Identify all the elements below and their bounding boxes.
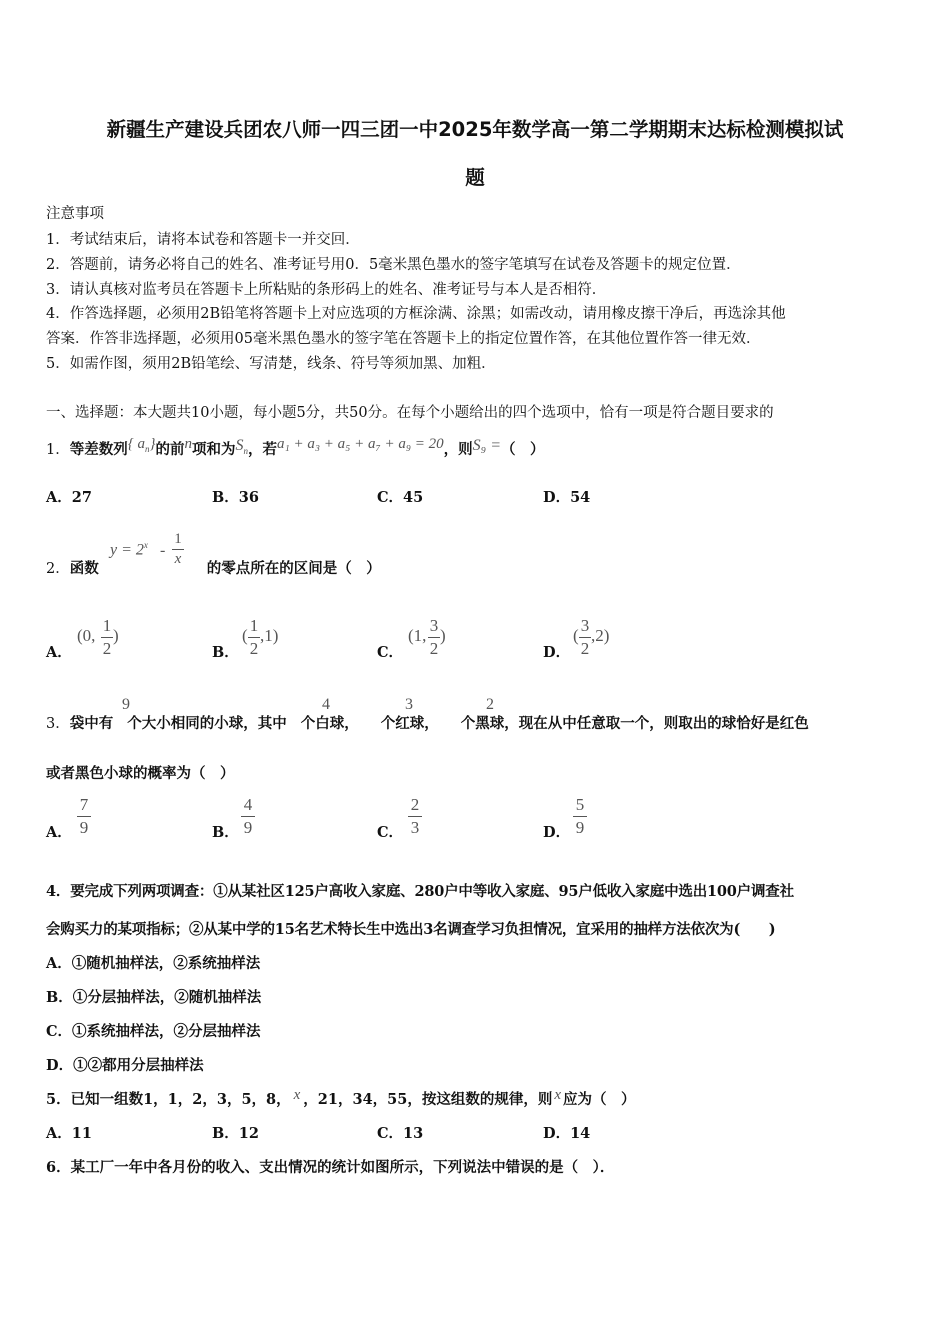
notice-item: 1．考试结束后，请将本试卷和答题卡一并交回． (46, 232, 360, 248)
exam-title-continued: 题 (465, 166, 485, 189)
question-5: 5．已知一组数1，1，2，3，5，8， x ，21，34，55，按这组数的规律，则 x 应为（ ） (46, 1087, 636, 1108)
fraction-c: 2 3 (408, 795, 422, 838)
option-d: D．54 (543, 489, 591, 506)
question-3: 3．袋中有 个大小相同的小球，其中 个白球， 个红球， 个黑球，现在从中任意取一个，则取出的球恰好是红色 (46, 715, 809, 732)
fraction-d: 5 9 (573, 795, 587, 838)
question-number: 1． (46, 442, 70, 458)
option-b: B． (212, 644, 239, 661)
question-4-continued: 会购买力的某项指标；②从某中学的15名艺术特长生中选出3名调查学习负担情况，宜采用的抽样方法依次为( ) (46, 921, 776, 938)
function-expression: $y = 2^x$ (110, 540, 148, 559)
question-1: 1．等差数列{ $a_n$}的前n项和为$S_n$，若a₁ + a₃ + a₅ + a₇ + a₉ = 20，则S₉ =（ ） (46, 436, 545, 458)
option-c: C．45 (377, 489, 424, 506)
option-b: B． (212, 824, 239, 841)
option-b: B．①分层抽样法，②随机抽样法 (46, 989, 262, 1006)
question-4: 4．要完成下列两项调查：①从某社区125户高收入家庭、280户中等收入家庭、95户低收入家庭中选出100户调查社 (46, 883, 794, 900)
notice-item: 3．请认真核对监考员在答题卡上所粘贴的条形码上的姓名、准考证号与本人是否相符． (46, 282, 607, 298)
notice-item: 2．答题前，请务必将自己的姓名、准考证号用0．5毫米黑色墨水的签字笔填写在试卷及答题卡的规定位置． (46, 257, 741, 273)
exam-page: 新疆生产建设兵团农八师一四三团一中2025年数学高一第二学期期末达标检测模拟试 题 注意事项 1．考试结束后，请将本试卷和答题卡一并交回． 2．答题前，请务必将自己的姓名、准考证号用0．5毫米黑色墨水的签字笔填写在试卷及答题卡的规定位置． 3．请认真核对监考员在答题卡上所粘贴的条形码上的姓名、准考证号与本人是否相符． 4．作答选择题，必须用2B铅笔将答题卡上对应选项的方框涂满、涂黑；如需改动，请用橡皮擦干净后，再选涂其他 答案．作答非选择题，必须用05毫米黑色墨水的签字笔在答题卡上的指定位置作答，在其他位置作答一律无效． 5．如需作图，须用2B铅笔绘、写清楚，线条、符号等须加黑、加粗． 一、选择题：本大题共10小题，每小题5分，共50分。在每个小题给出的四个选项中，恰有一项是符合题目要求的 1．等差数列{ $a_n$}的前n项和为$S_n$，若a₁ + a₃ + a₅ + a₇ + a₉ = 20，则S₉ =（ ） A．27 B．36 C．45 D．54 2．函数 的零点所在的区间是（ ） $y = 2^x$ - 1 x A． (0, 1 2 ) B． ( 1 2 ,1) C． (1, 3 2 ) D． ( 3 2 ,2) 3．袋中有 个大小相同的小球，其中 个白球， 个红球， 个黑球，现在从中任意取一个，则取出的球恰好是红色 9 4 3 2 或者黑色小球的概率为（ ） A． 7 9 B． 4 9 C． 2 3 D． 5 9 4．要完成下列两项调查：①从某社区125户高收入家庭、280户中等收入家庭、95户低收入家庭中选出100户调查社 会购买力的某项指标；②从某中学的15名艺术特长生中选出3名调查学习负担情况，宜采用的抽样方法依次为( ) A．①随机抽样法，②系统抽样法 B．①分层抽样法，②随机抽样法 C．①系统抽样法，②分层抽样法 D．①②都用分层抽样法 5．已知一组数1，1，2，3，5，8， x ，21，34，55，按这组数的规律，则 x 应为（ ） A．11 B．12 C．13 D．14 6．某工厂一年中各月份的收入、支出情况的统计如图所示，下列说法中错误的是（ ）． (0, 0, 950, 1344)
option-d: D． (543, 644, 571, 661)
fraction-a: 7 9 (77, 795, 91, 838)
fraction: 1 x (172, 531, 184, 568)
question-6: 6．某工厂一年中各月份的收入、支出情况的统计如图所示，下列说法中错误的是（ ）． (46, 1159, 615, 1176)
option-a: A．11 (46, 1125, 92, 1142)
question-2: 2．函数 的零点所在的区间是（ ） (46, 560, 381, 577)
option-b: B．36 (212, 489, 259, 506)
option-a: A． (46, 644, 72, 661)
option-a: A． (46, 824, 72, 841)
notice-heading: 注意事项 (46, 206, 104, 222)
option-d: D． (543, 824, 571, 841)
question-3-continued: 或者黑色小球的概率为（ ） (46, 765, 235, 782)
notice-item: 5．如需作图，须用2B铅笔绘、写清楚，线条、符号等须加黑、加粗． (46, 356, 496, 372)
option-c: C．①系统抽样法，②分层抽样法 (46, 1023, 261, 1040)
option-b: B．12 (212, 1125, 259, 1142)
option-d: D．14 (543, 1125, 591, 1142)
option-c: C．13 (377, 1125, 424, 1142)
sequence-symbol: { $a_n$} (127, 436, 156, 454)
option-a: A．27 (46, 489, 92, 506)
option-d: D．①②都用分层抽样法 (46, 1057, 204, 1074)
sum-equation: a₁ + a₃ + a₅ + a₇ + a₉ = 20 (276, 436, 444, 452)
section-heading: 一、选择题：本大题共10小题，每小题5分，共50分。在每个小题给出的四个选项中，恰有一项是符合题目要求的 (46, 405, 774, 421)
option-c: C． (377, 824, 404, 841)
notice-item: 4．作答选择题，必须用2B铅笔将答题卡上对应选项的方框涂满、涂黑；如需改动，请用橡皮擦干净后，再选涂其他 (46, 306, 786, 322)
notice-item: 答案．作答非选择题，必须用05毫米黑色墨水的签字笔在答题卡上的指定位置作答，在其他位置作答一律无效． (46, 331, 761, 347)
option-a: A．①随机抽样法，②系统抽样法 (46, 955, 261, 972)
exam-title: 新疆生产建设兵团农八师一四三团一中2025年数学高一第二学期期末达标检测模拟试 (106, 118, 844, 141)
fraction-b: 4 9 (241, 795, 255, 838)
option-c: C． (377, 644, 404, 661)
